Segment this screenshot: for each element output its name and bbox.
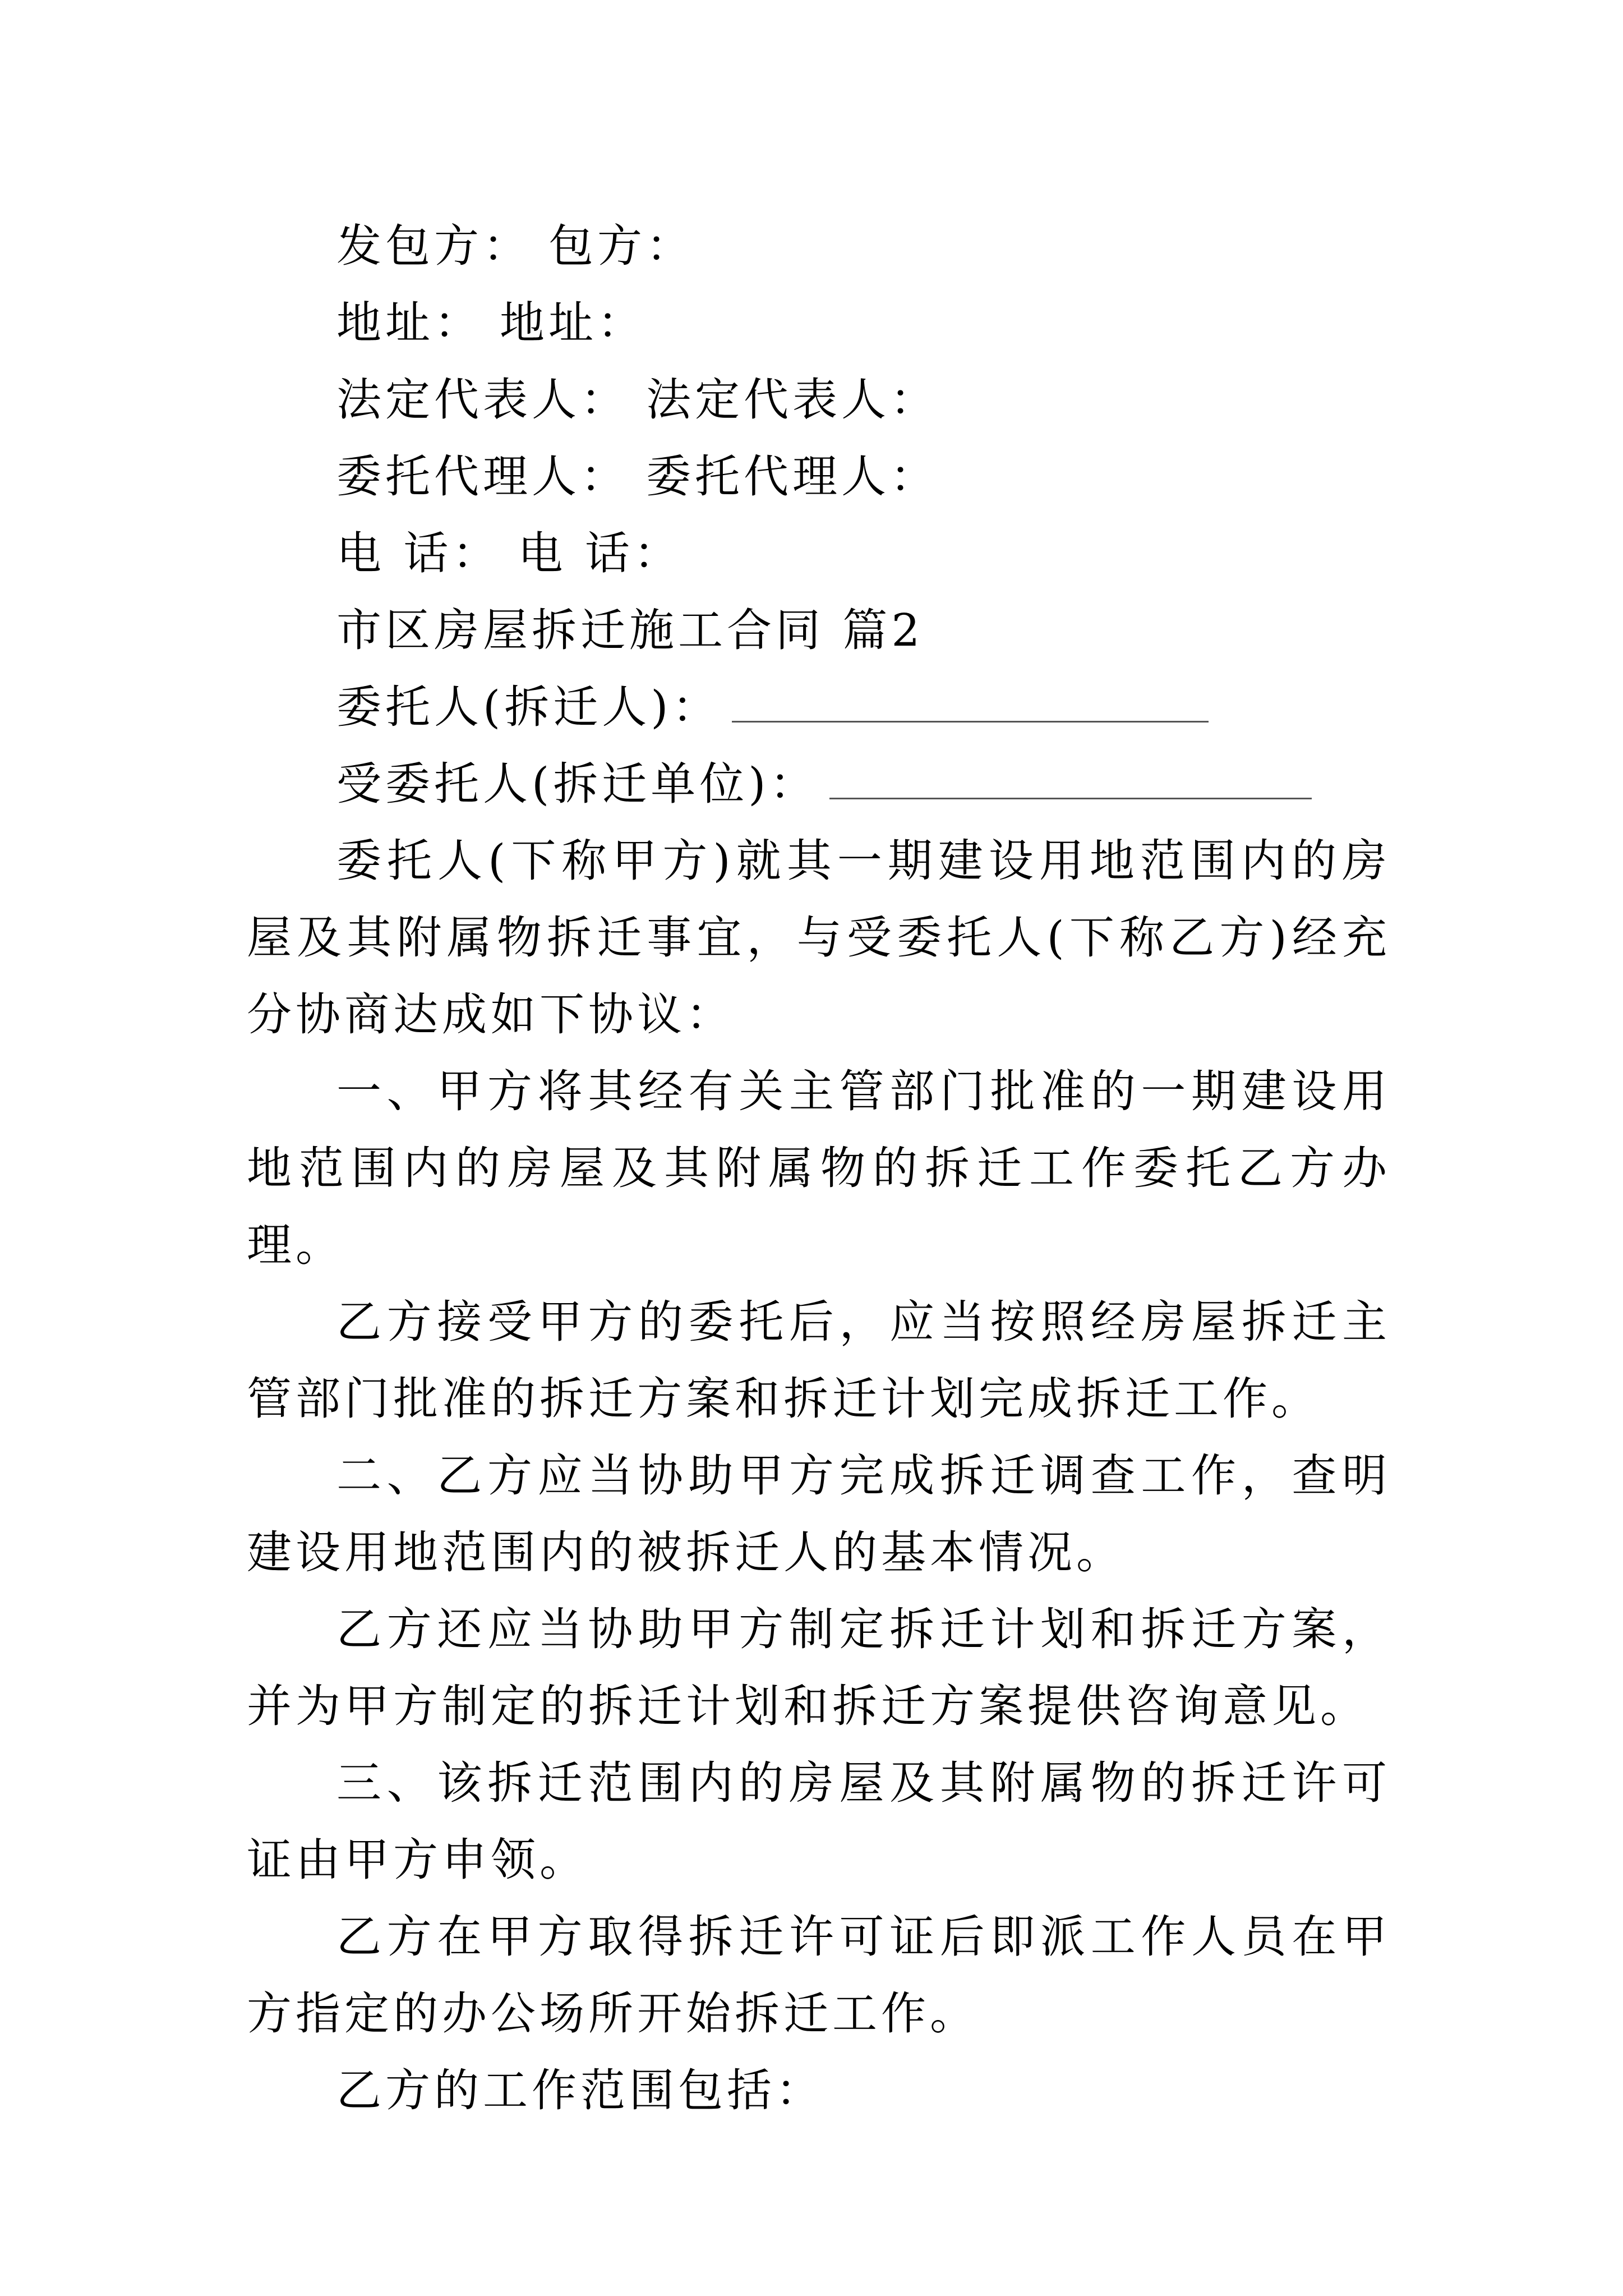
contractee-label: 包方： [548, 220, 695, 272]
paragraph: 乙方接受甲方的委托后，应当按照经房屋拆迁主管部门批准的拆迁方案和拆迁计划完成拆迁工作。 [247, 1296, 1391, 1425]
client-label: 委托人(拆迁人)： [336, 681, 721, 733]
party-line-contractor [247, 208, 1391, 284]
client-field-line [247, 669, 1391, 746]
trustee-label: 受委托人(拆迁单位)： [336, 758, 819, 810]
section-title: 市区房屋拆迁施工合同 篇2 [336, 604, 924, 656]
legal-rep-label-a: 法定代表人： [336, 374, 629, 426]
party-line-legal-rep [247, 361, 1391, 438]
paragraph: 二、乙方应当协助甲方完成拆迁调查工作，查明建设用地范围内的被拆迁人的基本情况。 [247, 1450, 1391, 1579]
contract-body [247, 208, 1391, 2129]
paragraph: 一、甲方将其经有关主管部门批准的一期建设用地范围内的房屋及其附属物的拆迁工作委托乙方办理。 [247, 1065, 1391, 1271]
contractor-label: 发包方： [336, 220, 532, 272]
address-label-a: 地址： [336, 297, 483, 349]
phone-label-a: 电 话： [336, 527, 501, 579]
trustee-blank-line [829, 758, 1312, 799]
party-line-phone [247, 515, 1391, 592]
party-line-agent [247, 438, 1391, 515]
address-label-b: 地址： [500, 297, 646, 349]
phone-label-b: 电 话： [518, 527, 683, 579]
party-line-address [247, 284, 1391, 361]
legal-rep-label-b: 法定代表人： [646, 374, 939, 426]
trustee-field-line [247, 746, 1391, 822]
agent-label-a: 委托代理人： [336, 450, 629, 503]
paragraph: 委托人(下称甲方)就其一期建设用地范围内的房屋及其附属物拆迁事宜，与受委托人(下称乙方)经充分协商达成如下协议： [247, 835, 1391, 1041]
paragraph: 乙方在甲方取得拆迁许可证后即派工作人员在甲方指定的办公场所开始拆迁工作。 [247, 1911, 1391, 2040]
paragraph: 乙方还应当协助甲方制定拆迁计划和拆迁方案，并为甲方制定的拆迁计划和拆迁方案提供咨询意见。 [247, 1603, 1391, 1732]
agent-label-b: 委托代理人： [646, 450, 939, 503]
paragraph: 乙方的工作范围包括： [336, 2064, 824, 2116]
paragraph: 三、该拆迁范围内的房屋及其附属物的拆迁许可证由甲方申领。 [247, 1757, 1391, 1886]
client-blank-line [732, 682, 1209, 723]
